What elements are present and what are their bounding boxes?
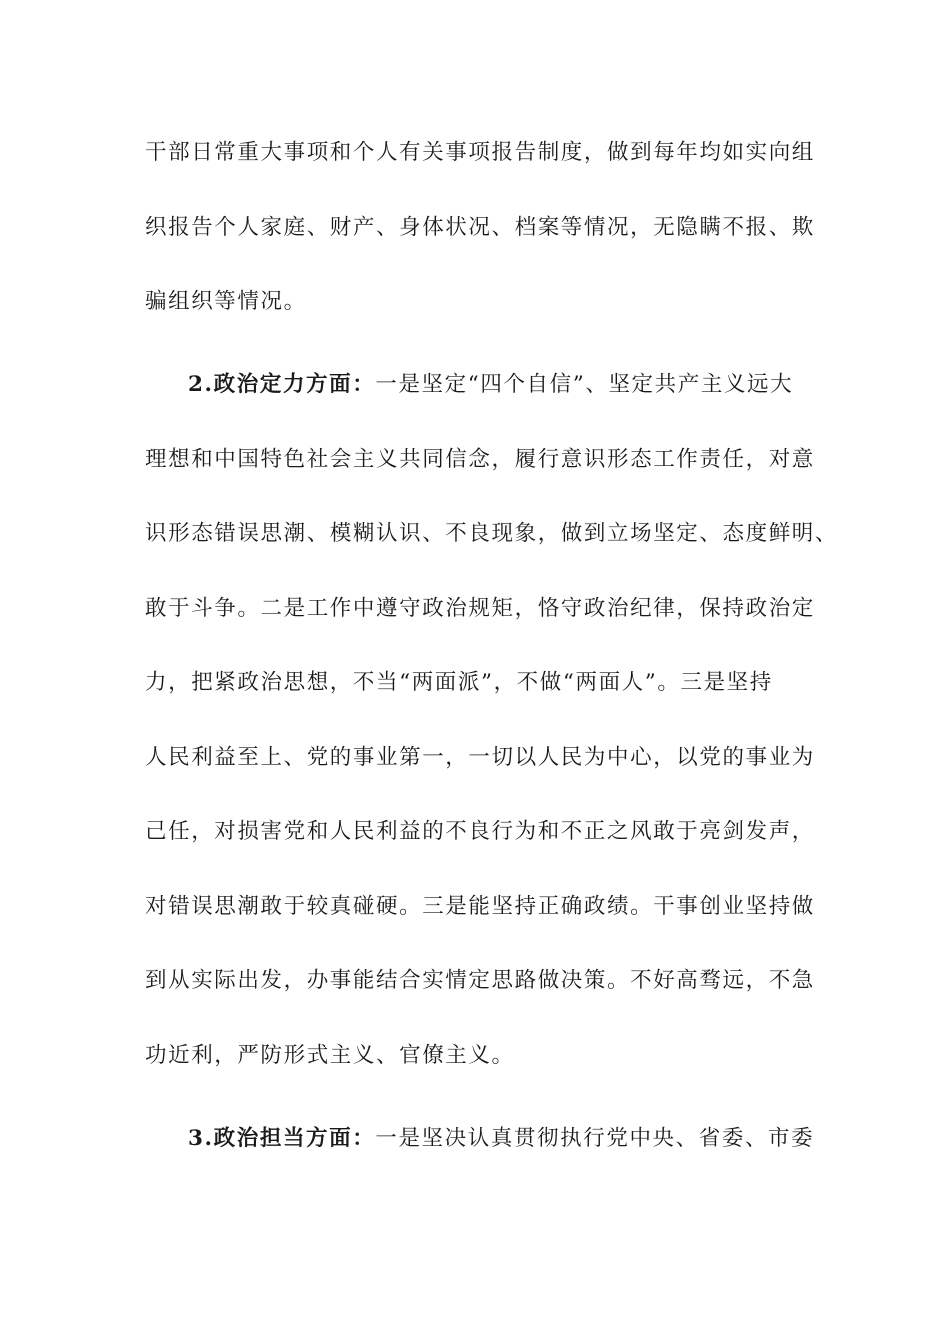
paragraph-2-line-4: 敢于斗争。二是工作中遵守政治规矩，恪守政治纪律，保持政治定 — [145, 596, 815, 621]
paragraph-3-first-line-text: 一是坚决认真贯彻执行党中央、省委、市委 — [375, 1126, 815, 1151]
paragraph-2-line-5: 力，把紧政治思想，不当“两面派”，不做“两面人”。三是坚持 — [145, 670, 773, 695]
paragraph-2-line-3: 识形态错误思潮、模糊认识、不良现象，做到立场坚定、态度鲜明、 — [145, 521, 839, 546]
paragraph-3-heading: 3.政治担当方面： — [188, 1126, 376, 1151]
paragraph-1-line-1: 干部日常重大事项和个人有关事项报告制度，做到每年均如实向组 — [145, 140, 815, 165]
paragraph-3-first-line — [188, 1124, 814, 1154]
paragraph-2-first-line-text: 一是坚定“四个自信”、坚定共产主义远大 — [375, 372, 794, 397]
paragraph-2-line-9: 到从实际出发，办事能结合实情定思路做决策。不好高骛远，不急 — [145, 968, 815, 993]
paragraph-1-line-2: 织报告个人家庭、财产、身体状况、档案等情况，无隐瞒不报、欺 — [145, 215, 815, 240]
paragraph-2-line-7: 己任，对损害党和人民利益的不良行为和不正之风敢于亮剑发声， — [145, 819, 815, 844]
paragraph-1-line-3: 骗组织等情况。 — [145, 289, 307, 314]
paragraph-2-first-line — [188, 370, 793, 400]
paragraph-2-line-2: 理想和中国特色社会主义共同信念，履行意识形态工作责任，对意 — [145, 447, 815, 472]
paragraph-2-line-6: 人民利益至上、党的事业第一，一切以人民为中心，以党的事业为 — [145, 745, 815, 770]
paragraph-2-line-10: 功近利，严防形式主义、官僚主义。 — [145, 1043, 515, 1068]
paragraph-2-line-8: 对错误思潮敢于较真碰硬。三是能坚持正确政绩。干事创业坚持做 — [145, 894, 815, 919]
paragraph-2-heading: 2.政治定力方面： — [188, 372, 376, 397]
